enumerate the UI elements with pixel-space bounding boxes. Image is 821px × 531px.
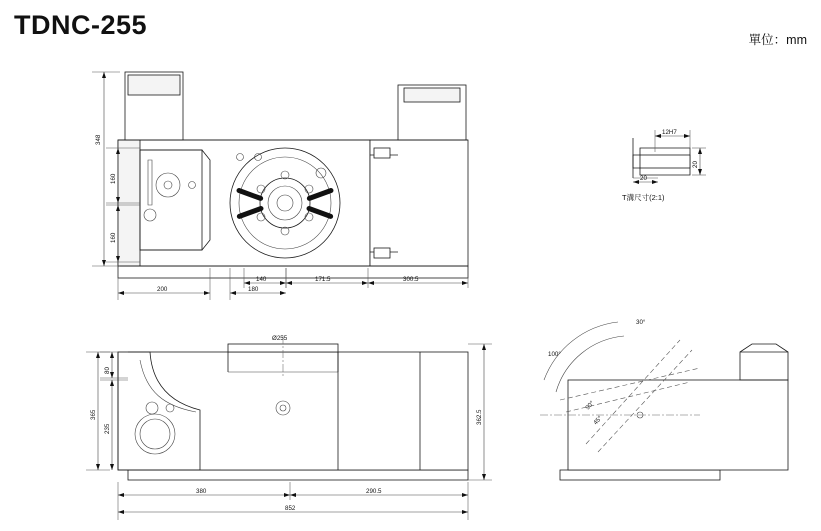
dim-side-235: 235 [104, 423, 111, 434]
side-view [86, 335, 492, 520]
dim-side-80: 80 [104, 367, 111, 374]
side-right-dimensions [468, 344, 492, 480]
front-view [92, 72, 468, 300]
dim-side-365: 365 [90, 409, 97, 420]
dim-side-290-5: 290.5 [366, 488, 382, 495]
dim-tslot-12h7: 12H7 [662, 129, 677, 136]
angle-100: 100° [548, 351, 561, 358]
dim-front-180: 180 [248, 286, 259, 293]
dim-front-160a: 160 [110, 173, 117, 184]
dim-tslot-20-right: 20 [692, 161, 699, 168]
dim-side-dia-255: Ø255 [272, 335, 288, 342]
angle-45: 45° [592, 414, 604, 427]
unit-label: 單位：mm [748, 33, 807, 47]
dim-front-200: 200 [157, 286, 168, 293]
dim-front-160b: 160 [110, 232, 117, 243]
dim-front-171-5: 171.5 [315, 276, 331, 283]
dim-side-852: 852 [285, 505, 296, 512]
dim-front-300-5: 300.5 [403, 276, 419, 283]
dim-side-380: 380 [196, 488, 207, 495]
dim-side-362-5: 362.5 [476, 409, 483, 425]
page-title: TDNC-255 [14, 10, 148, 40]
dim-front-140: 140 [256, 276, 267, 283]
angle-90: 90° [584, 399, 596, 412]
side-bottom-dimensions [118, 482, 468, 520]
dim-tslot-20-bottom: 20 [640, 175, 647, 182]
tilt-view [540, 319, 788, 480]
tslot-caption: T溝尺寸(2:1) [622, 193, 665, 202]
dim-front-348: 348 [95, 134, 102, 145]
tslot-detail [622, 129, 706, 202]
angle-30: 30° [636, 319, 646, 326]
